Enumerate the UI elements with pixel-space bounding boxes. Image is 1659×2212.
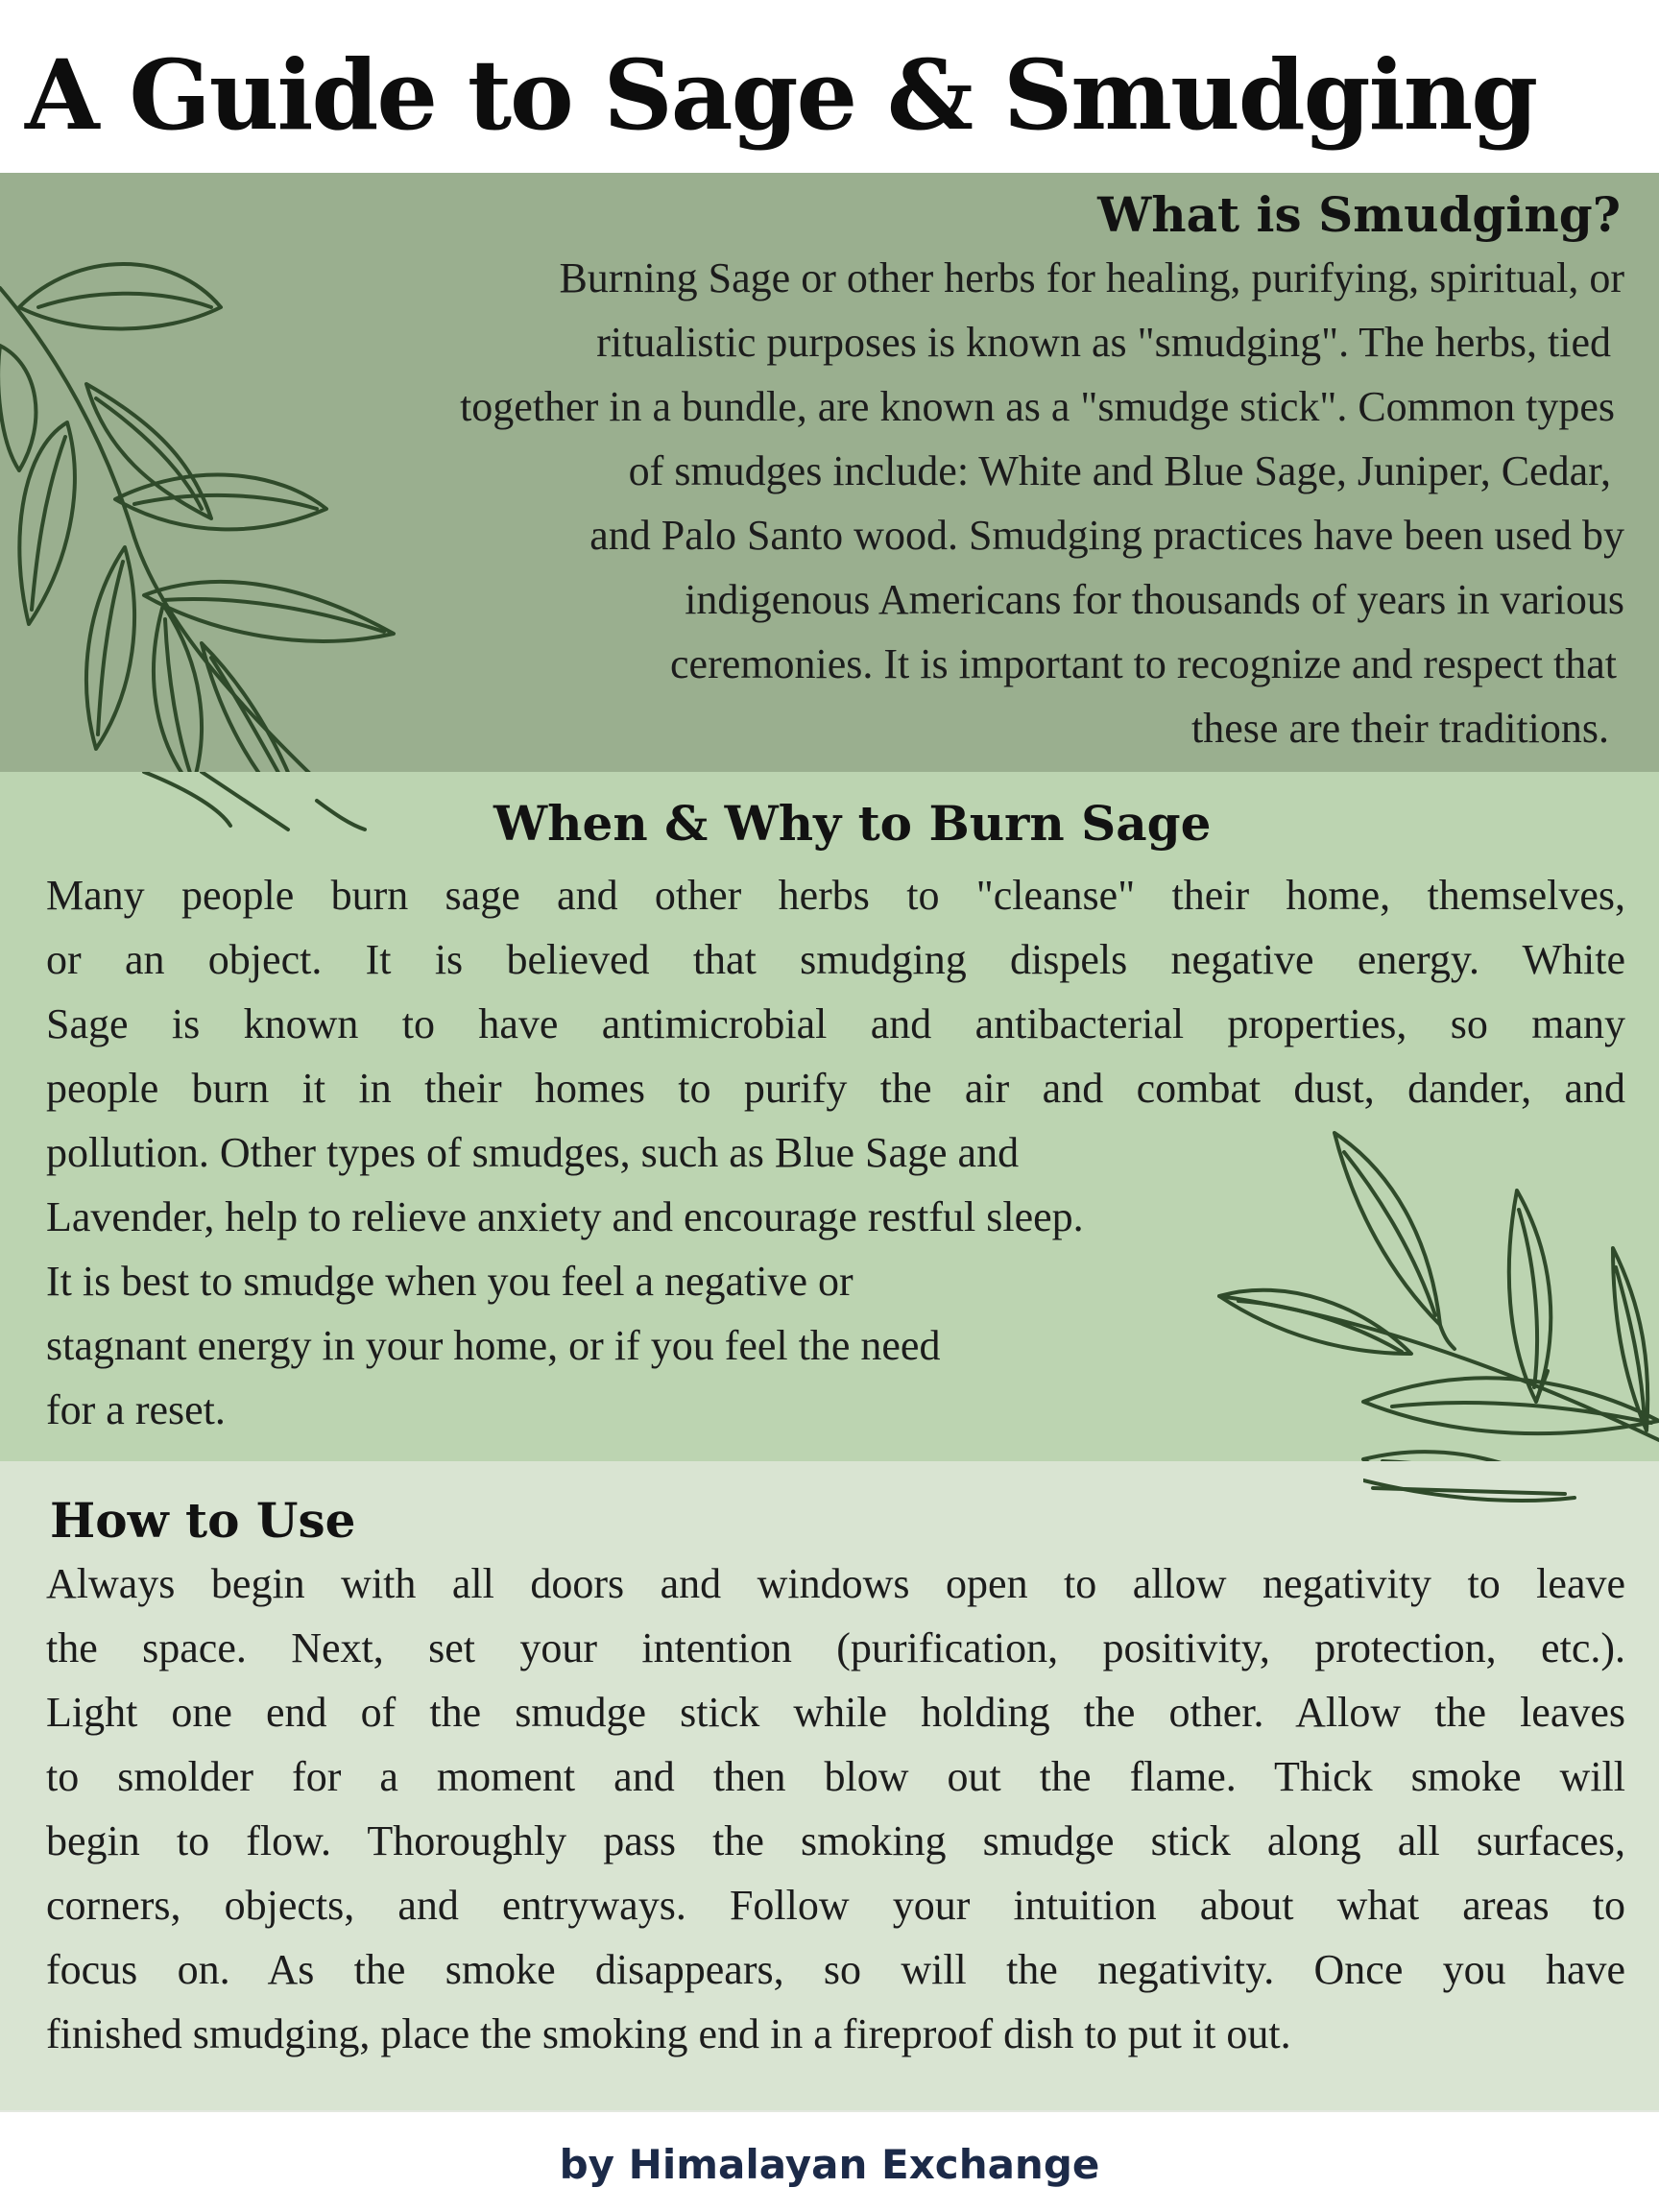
- text-line: corners, objects, and entryways. Follow your intuition about what areas to: [46, 1882, 1625, 1929]
- text-line: It is best to smudge when you feel a negative or: [46, 1258, 854, 1305]
- text-line: Always begin with all doors and windows open to allow negativity to leave: [46, 1560, 1625, 1607]
- section-heading-when-why: When & Why to Burn Sage: [493, 795, 1212, 852]
- text-line: of smudges include: White and Blue Sage, Juniper, Cedar,: [628, 447, 1611, 494]
- text-line: begin to flow. Thoroughly pass the smoking smudge stick along all surfaces,: [46, 1817, 1625, 1864]
- footer-credit: by Himalayan Exchange: [559, 2141, 1100, 2188]
- how-to-use-text: [46, 1551, 1625, 2066]
- text-line: ceremonies. It is important to recognize and respect that: [670, 640, 1617, 687]
- text-line: pollution. Other types of smudges, such as Blue Sage and: [46, 1129, 1020, 1176]
- text-line: people burn it in their homes to purify the air and combat dust, dander, and: [46, 1065, 1625, 1112]
- text-line: these are their traditions.: [1191, 705, 1609, 752]
- sage-branch-right-lower-icon: [1363, 1461, 1659, 1519]
- footer-divider: [0, 2110, 1659, 2112]
- text-line: finished smudging, place the smoking end in a fireproof dish to put it out.: [46, 2010, 1291, 2057]
- sage-branch-left-icon: [0, 230, 403, 845]
- text-line: together in a bundle, are known as a "smudge stick". Common types: [460, 383, 1615, 430]
- text-line: the space. Next, set your intention (purification, positivity, protection, etc.).: [46, 1624, 1625, 1671]
- what-is-smudging-text: [460, 246, 1624, 760]
- section-heading-how-to-use: How to Use: [50, 1492, 356, 1549]
- text-line: and Palo Santo wood. Smudging practices have been used by: [589, 512, 1624, 559]
- sage-branch-left-lower-icon: [0, 772, 403, 849]
- text-line: to smolder for a moment and then blow out the flame. Thick smoke will: [46, 1753, 1625, 1800]
- text-line: Many people burn sage and other herbs to "cleanse" their home, themselves,: [46, 872, 1625, 919]
- section-heading-what-is-smudging: What is Smudging?: [1097, 186, 1621, 243]
- text-line: stagnant energy in your home, or if you feel the need: [46, 1322, 941, 1369]
- text-line: Sage is known to have antimicrobial and antibacterial properties, so many: [46, 1000, 1625, 1047]
- text-line: focus on. As the smoke disappears, so will the negativity. Once you have: [46, 1946, 1625, 1993]
- text-line: Light one end of the smudge stick while holding the other. Allow the leaves: [46, 1689, 1625, 1736]
- text-line: or an object. It is believed that smudging dispels negative energy. White: [46, 936, 1625, 983]
- text-line: ritualistic purposes is known as "smudging". The herbs, tied: [596, 319, 1611, 366]
- text-line: Lavender, help to relieve anxiety and encourage restful sleep.: [46, 1193, 1084, 1240]
- text-line: for a reset.: [46, 1386, 226, 1433]
- text-line: indigenous Americans for thousands of years in various: [685, 576, 1624, 623]
- when-why-text: [46, 863, 1625, 1442]
- page-title: A Guide to Sage & Smudging: [25, 38, 1537, 152]
- text-line: Burning Sage or other herbs for healing, purifying, spiritual, or: [559, 254, 1624, 301]
